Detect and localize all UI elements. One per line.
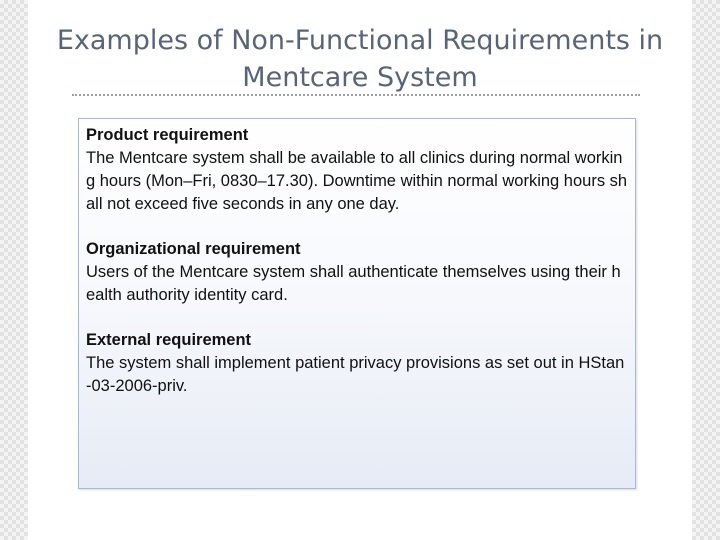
external-requirement-text: The system shall implement patient privacy provisions as set out in HStan-03-2006-priv.: [86, 354, 625, 395]
requirements-box: [78, 118, 636, 489]
external-requirement-heading: External requirement: [86, 331, 252, 349]
product-requirement-heading: Product requirement: [86, 126, 249, 144]
slide-title: Examples of Non-Functional Requirements in Mentcare System: [56, 25, 664, 93]
external-requirement-section: [86, 329, 629, 398]
organizational-requirement-heading: Organizational requirement: [86, 240, 301, 258]
title-divider: [72, 94, 640, 96]
organizational-requirement-section: [86, 238, 629, 307]
organizational-requirement-text: Users of the Mentcare system shall authenticate themselves using their health authority identity card.: [86, 263, 621, 304]
product-requirement-text: The Mentcare system shall be available to all clinics during normal working hours (Mon–Fri, 0830–17.30). Downtime within normal working hours shall not exceed five seconds in any one day.: [86, 149, 628, 213]
product-requirement-section: [86, 124, 629, 216]
